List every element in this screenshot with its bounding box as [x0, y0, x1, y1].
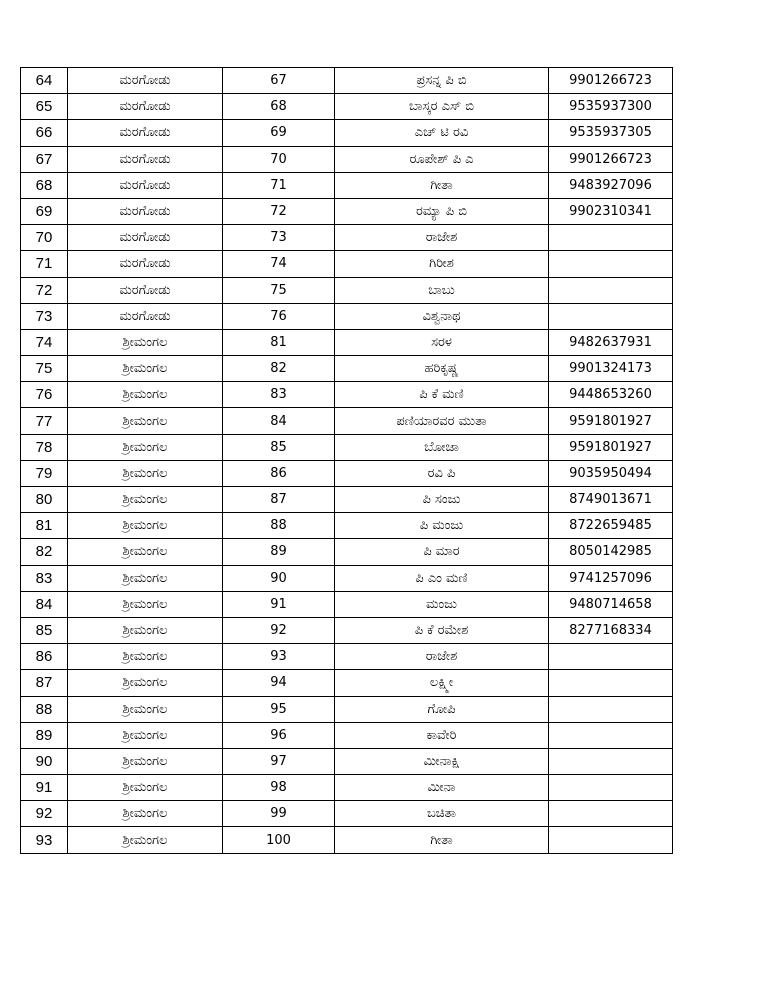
place-cell: ಮರಗೋಡು [68, 120, 223, 146]
person-name-cell: ಪಿ ಕೆ ರಮೇಶ [335, 617, 549, 643]
person-name-cell: ಮೀನಾಕ್ಷಿ [335, 748, 549, 774]
serial-number-cell: 64 [21, 68, 68, 94]
table-row [21, 801, 673, 827]
place-cell: ಶ್ರೀಮಂಗಲ [68, 539, 223, 565]
phone-cell [549, 303, 673, 329]
place-cell: ಮರಗೋಡು [68, 198, 223, 224]
table-row [21, 146, 673, 172]
phone-cell: 9035950494 [549, 460, 673, 486]
id-number-cell: 71 [223, 172, 335, 198]
serial-number-cell: 79 [21, 460, 68, 486]
id-number-cell: 93 [223, 644, 335, 670]
person-name-cell: ಪಿ ಕೆ ಮಣಿ [335, 382, 549, 408]
phone-cell: 9741257096 [549, 565, 673, 591]
id-number-cell: 97 [223, 748, 335, 774]
id-number-cell: 96 [223, 722, 335, 748]
phone-cell [549, 644, 673, 670]
phone-cell: 9480714658 [549, 591, 673, 617]
phone-cell: 9901324173 [549, 356, 673, 382]
serial-number-cell: 74 [21, 329, 68, 355]
table-row [21, 696, 673, 722]
id-number-cell: 68 [223, 94, 335, 120]
place-cell: ಶ್ರೀಮಂಗಲ [68, 827, 223, 853]
person-name-cell: ಮಂಜು [335, 591, 549, 617]
table-row [21, 120, 673, 146]
phone-cell: 9482637931 [549, 329, 673, 355]
person-name-cell: ಪಿ ಸಂಜು [335, 487, 549, 513]
person-name-cell: ಗೀತಾ [335, 172, 549, 198]
phone-cell [549, 277, 673, 303]
place-cell: ಶ್ರೀಮಂಗಲ [68, 801, 223, 827]
id-number-cell: 87 [223, 487, 335, 513]
person-name-cell: ರವಿ ಪಿ [335, 460, 549, 486]
id-number-cell: 98 [223, 775, 335, 801]
serial-number-cell: 68 [21, 172, 68, 198]
place-cell: ಶ್ರೀಮಂಗಲ [68, 775, 223, 801]
table-row [21, 487, 673, 513]
place-cell: ಶ್ರೀಮಂಗಲ [68, 748, 223, 774]
table-row [21, 408, 673, 434]
table-row [21, 382, 673, 408]
serial-number-cell: 82 [21, 539, 68, 565]
place-cell: ಶ್ರೀಮಂಗಲ [68, 487, 223, 513]
place-cell: ಮರಗೋಡು [68, 251, 223, 277]
id-number-cell: 89 [223, 539, 335, 565]
person-name-cell: ಗೋಪಿ [335, 696, 549, 722]
person-name-cell: ರಾಜೇಶ [335, 644, 549, 670]
person-name-cell: ಹರಿಕೃಷ್ಣ [335, 356, 549, 382]
phone-cell [549, 748, 673, 774]
table-row [21, 356, 673, 382]
person-name-cell: ಬಾಬು [335, 277, 549, 303]
table-row [21, 198, 673, 224]
table-row [21, 644, 673, 670]
phone-cell [549, 225, 673, 251]
phone-cell: 9483927096 [549, 172, 673, 198]
person-name-cell: ಸರಳ [335, 329, 549, 355]
table-row [21, 539, 673, 565]
phone-cell [549, 722, 673, 748]
person-name-cell: ವಿಶ್ವನಾಥ [335, 303, 549, 329]
place-cell: ಮರಗೋಡು [68, 303, 223, 329]
phone-cell [549, 670, 673, 696]
table-row [21, 460, 673, 486]
table-row [21, 748, 673, 774]
id-number-cell: 86 [223, 460, 335, 486]
person-name-cell: ಮೀನಾ [335, 775, 549, 801]
id-number-cell: 100 [223, 827, 335, 853]
table-row [21, 775, 673, 801]
id-number-cell: 99 [223, 801, 335, 827]
table-row [21, 303, 673, 329]
id-number-cell: 84 [223, 408, 335, 434]
person-name-cell: ಪಿ ಮಂಜು [335, 513, 549, 539]
id-number-cell: 85 [223, 434, 335, 460]
place-cell: ಶ್ರೀಮಂಗಲ [68, 434, 223, 460]
person-name-cell: ಕಾವೇರಿ [335, 722, 549, 748]
serial-number-cell: 72 [21, 277, 68, 303]
serial-number-cell: 66 [21, 120, 68, 146]
person-name-cell: ಬಚಿತಾ [335, 801, 549, 827]
phone-cell [549, 775, 673, 801]
table-row [21, 513, 673, 539]
phone-cell: 8722659485 [549, 513, 673, 539]
phone-cell [549, 696, 673, 722]
person-name-cell: ಪ್ರಸನ್ನ ಪಿ ಬಿ [335, 68, 549, 94]
serial-number-cell: 80 [21, 487, 68, 513]
person-name-cell: ಎಚ್ ಟಿ ರವಿ [335, 120, 549, 146]
place-cell: ಶ್ರೀಮಂಗಲ [68, 329, 223, 355]
id-number-cell: 73 [223, 225, 335, 251]
serial-number-cell: 90 [21, 748, 68, 774]
phone-cell: 9591801927 [549, 434, 673, 460]
serial-number-cell: 92 [21, 801, 68, 827]
id-number-cell: 88 [223, 513, 335, 539]
place-cell: ಶ್ರೀಮಂಗಲ [68, 408, 223, 434]
phone-cell: 9448653260 [549, 382, 673, 408]
phone-cell: 9535937305 [549, 120, 673, 146]
id-number-cell: 69 [223, 120, 335, 146]
place-cell: ಶ್ರೀಮಂಗಲ [68, 460, 223, 486]
place-cell: ಮರಗೋಡು [68, 225, 223, 251]
phone-cell [549, 827, 673, 853]
place-cell: ಮರಗೋಡು [68, 94, 223, 120]
serial-number-cell: 77 [21, 408, 68, 434]
table-row [21, 670, 673, 696]
place-cell: ಶ್ರೀಮಂಗಲ [68, 382, 223, 408]
place-cell: ಶ್ರೀಮಂಗಲ [68, 591, 223, 617]
serial-number-cell: 73 [21, 303, 68, 329]
id-number-cell: 83 [223, 382, 335, 408]
person-name-cell: ಪಿ ಎಂ ಮಣಿ [335, 565, 549, 591]
serial-number-cell: 83 [21, 565, 68, 591]
table-row [21, 617, 673, 643]
phone-cell: 9535937300 [549, 94, 673, 120]
table-row [21, 722, 673, 748]
serial-number-cell: 87 [21, 670, 68, 696]
table-row [21, 251, 673, 277]
id-number-cell: 70 [223, 146, 335, 172]
place-cell: ಶ್ರೀಮಂಗಲ [68, 617, 223, 643]
person-name-cell: ಲಕ್ಷ್ಮೀ [335, 670, 549, 696]
data-table [20, 67, 673, 854]
phone-cell: 8749013671 [549, 487, 673, 513]
table-row [21, 172, 673, 198]
serial-number-cell: 75 [21, 356, 68, 382]
place-cell: ಶ್ರೀಮಂಗಲ [68, 513, 223, 539]
serial-number-cell: 84 [21, 591, 68, 617]
serial-number-cell: 81 [21, 513, 68, 539]
phone-cell [549, 801, 673, 827]
id-number-cell: 67 [223, 68, 335, 94]
place-cell: ಮರಗೋಡು [68, 277, 223, 303]
table-row [21, 434, 673, 460]
person-name-cell: ರೂಪೇಶ್ ಪಿ ಎ [335, 146, 549, 172]
phone-cell: 9901266723 [549, 146, 673, 172]
serial-number-cell: 88 [21, 696, 68, 722]
table-body [21, 68, 673, 854]
person-name-cell: ರಾಜೇಶ [335, 225, 549, 251]
id-number-cell: 72 [223, 198, 335, 224]
id-number-cell: 92 [223, 617, 335, 643]
id-number-cell: 91 [223, 591, 335, 617]
id-number-cell: 94 [223, 670, 335, 696]
id-number-cell: 90 [223, 565, 335, 591]
table-row [21, 225, 673, 251]
place-cell: ಮರಗೋಡು [68, 68, 223, 94]
table-row [21, 94, 673, 120]
person-name-cell: ಬಾಸ್ಕರ ಎಸ್ ಬಿ [335, 94, 549, 120]
table-row [21, 329, 673, 355]
serial-number-cell: 69 [21, 198, 68, 224]
person-name-cell: ರಮ್ಯಾ ಪಿ ಬಿ [335, 198, 549, 224]
serial-number-cell: 89 [21, 722, 68, 748]
serial-number-cell: 78 [21, 434, 68, 460]
place-cell: ಮರಗೋಡು [68, 146, 223, 172]
person-name-cell: ಪಣಿಯಾರವರ ಮುತಾ [335, 408, 549, 434]
table-row [21, 565, 673, 591]
place-cell: ಶ್ರೀಮಂಗಲ [68, 722, 223, 748]
person-name-cell: ಗೀತಾ [335, 827, 549, 853]
phone-cell: 9901266723 [549, 68, 673, 94]
place-cell: ಶ್ರೀಮಂಗಲ [68, 644, 223, 670]
serial-number-cell: 93 [21, 827, 68, 853]
serial-number-cell: 91 [21, 775, 68, 801]
id-number-cell: 75 [223, 277, 335, 303]
serial-number-cell: 65 [21, 94, 68, 120]
place-cell: ಶ್ರೀಮಂಗಲ [68, 670, 223, 696]
phone-cell: 9902310341 [549, 198, 673, 224]
id-number-cell: 81 [223, 329, 335, 355]
id-number-cell: 82 [223, 356, 335, 382]
person-name-cell: ಗಿರೀಶ [335, 251, 549, 277]
id-number-cell: 74 [223, 251, 335, 277]
table-row [21, 591, 673, 617]
phone-cell: 9591801927 [549, 408, 673, 434]
place-cell: ಮರಗೋಡು [68, 172, 223, 198]
phone-cell: 8277168334 [549, 617, 673, 643]
table-row [21, 827, 673, 853]
place-cell: ಶ್ರೀಮಂಗಲ [68, 356, 223, 382]
id-number-cell: 76 [223, 303, 335, 329]
serial-number-cell: 67 [21, 146, 68, 172]
phone-cell: 8050142985 [549, 539, 673, 565]
serial-number-cell: 70 [21, 225, 68, 251]
serial-number-cell: 76 [21, 382, 68, 408]
serial-number-cell: 85 [21, 617, 68, 643]
place-cell: ಶ್ರೀಮಂಗಲ [68, 565, 223, 591]
place-cell: ಶ್ರೀಮಂಗಲ [68, 696, 223, 722]
person-name-cell: ಬೋಜಾ [335, 434, 549, 460]
person-name-cell: ಪಿ ಮಾರ [335, 539, 549, 565]
table-row [21, 277, 673, 303]
table-row [21, 68, 673, 94]
serial-number-cell: 71 [21, 251, 68, 277]
phone-cell [549, 251, 673, 277]
id-number-cell: 95 [223, 696, 335, 722]
serial-number-cell: 86 [21, 644, 68, 670]
